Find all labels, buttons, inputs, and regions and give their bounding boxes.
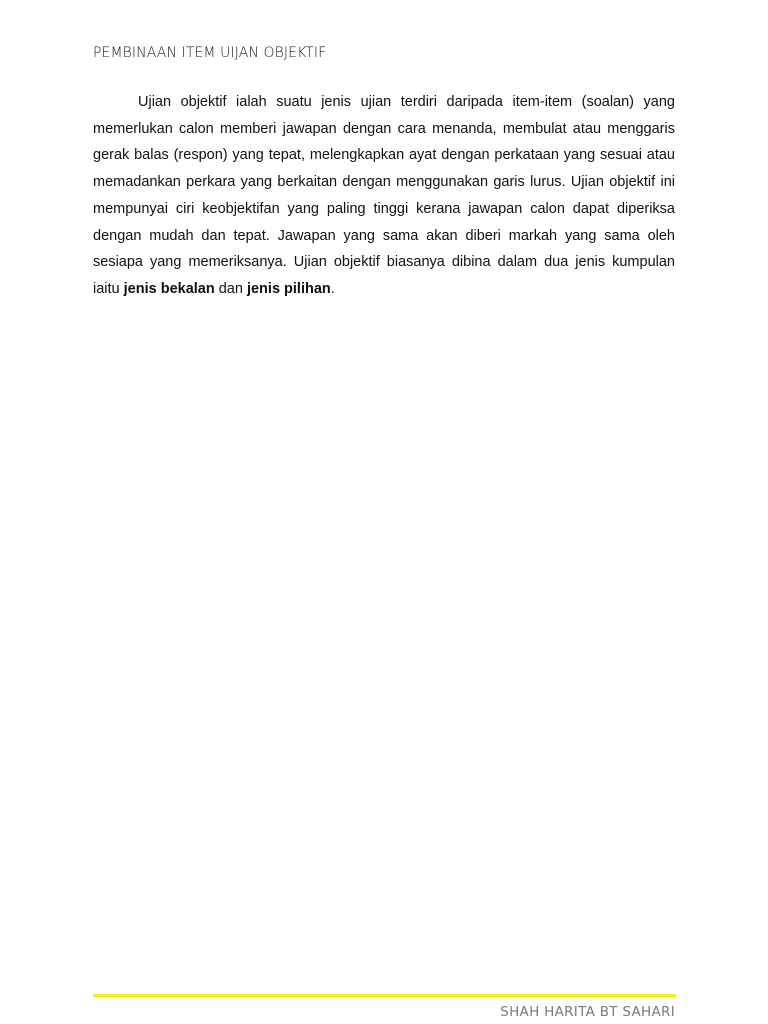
footer-author: SHAH HARITA BT SAHARI (500, 1004, 675, 1020)
term-jenis-bekalan: jenis bekalan (123, 280, 215, 297)
paragraph-end: . (330, 280, 335, 297)
footer-divider (93, 994, 676, 997)
paragraph-text: Ujian objektif ialah suatu jenis ujian terdiri daripada item-item (soalan) yang memerlukan calon memberi jawapan dengan cara menanda, membulat atau menggaris gerak balas (respon) yang tepat, melengkapkan ayat dengan perkataan yang sesuai atau memadankan perkara yang berkaitan dengan menggunakan garis lurus. Ujian objektif ini mempunyai ciri keobjektifan yang paling tinggi kerana jawapan calon dapat diperiksa dengan mudah dan tepat. Jawapan yang sama akan diberi markah yang sama oleh sesiapa yang memeriksanya. Ujian objektif biasanya dibina dalam dua jenis kumpulan iaitu (93, 94, 675, 297)
body-paragraph (93, 89, 675, 303)
page-heading: PEMBINAAN ITEM UIJAN OBJEKTIF (93, 45, 327, 61)
term-jenis-pilihan: jenis pilihan (246, 280, 331, 297)
paragraph-connector: dan (214, 280, 247, 297)
